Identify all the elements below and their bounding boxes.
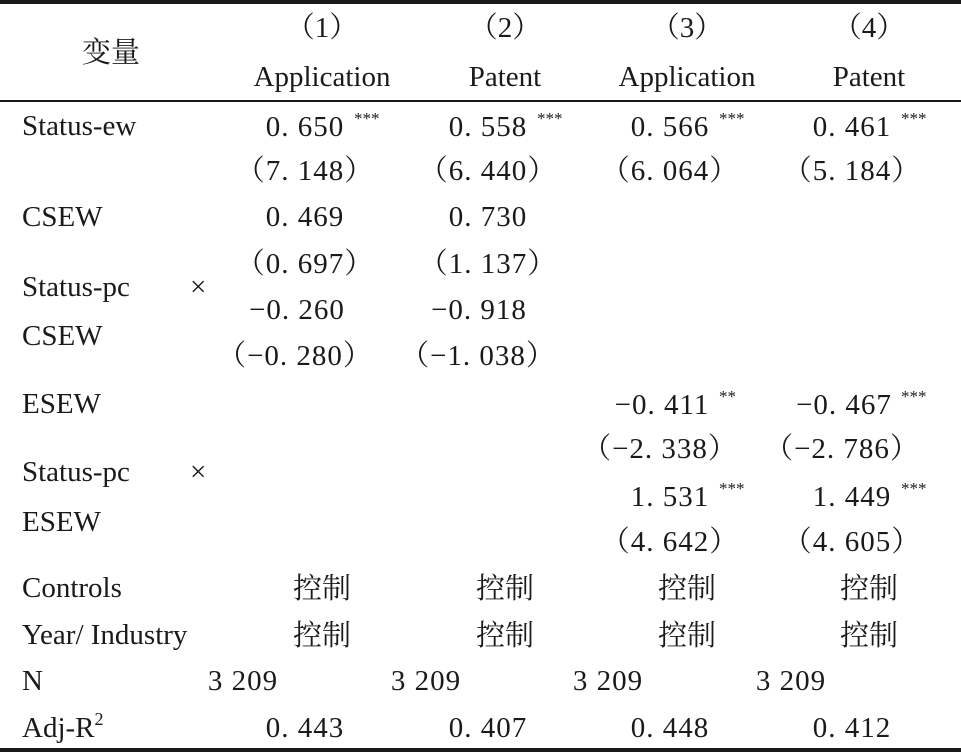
row-label-controls: Controls: [22, 572, 122, 604]
coef-esew-3: −0. 411: [614, 389, 710, 421]
col3-number: （3）: [650, 12, 724, 44]
year-industry-value-2: 控制: [475, 618, 535, 652]
n-value-4: 3 209: [755, 665, 827, 697]
adj-r2-value-4: 0. 412: [812, 712, 892, 744]
sig-esew-4: ***: [901, 387, 927, 406]
t-status-pc-esew-4: （4. 605）: [782, 526, 922, 558]
row-label-year-industry: Year/ Industry: [22, 619, 188, 651]
controls-value-4: 控制: [839, 571, 899, 605]
row-label-status-pc-csew-line2: CSEW: [22, 320, 103, 352]
coef-status-pc-esew-3: 1. 531: [630, 481, 710, 513]
sig-status-ew-4: ***: [901, 109, 927, 128]
t-csew-1: （0. 697）: [235, 248, 375, 280]
n-value-1: 3 209: [207, 665, 279, 697]
coef-status-pc-csew-1: −0. 260: [249, 294, 345, 326]
coef-status-pc-csew-2: −0. 918: [431, 294, 527, 326]
coef-csew-1: 0. 469: [265, 201, 345, 233]
bottom-rule: [0, 748, 961, 752]
col1-name: Application: [253, 61, 391, 93]
row-label-n: N: [22, 665, 43, 697]
times-symbol-csew: ×: [190, 271, 207, 303]
times-symbol-esew: ×: [190, 456, 207, 488]
sig-status-ew-2: ***: [537, 109, 563, 128]
t-csew-2: （1. 137）: [418, 248, 558, 280]
col2-number: （2）: [468, 12, 542, 44]
t-status-ew-2: （6. 440）: [418, 155, 558, 187]
row-label-status-pc-csew-line1: Status-pc: [22, 271, 130, 303]
col4-name: Patent: [832, 61, 906, 93]
controls-value-3: 控制: [657, 571, 717, 605]
variable-header: 变量: [82, 35, 141, 69]
coef-status-ew-1: 0. 650: [265, 111, 345, 143]
coef-status-pc-esew-4: 1. 449: [812, 481, 892, 513]
col2-name: Patent: [468, 61, 542, 93]
sig-status-pc-esew-4: ***: [901, 479, 927, 498]
adj-r2-value-1: 0. 443: [265, 712, 345, 744]
top-rule: [0, 0, 961, 4]
t-esew-4: （−2. 786）: [764, 433, 920, 465]
coef-csew-2: 0. 730: [448, 201, 528, 233]
n-value-2: 3 209: [390, 665, 462, 697]
header-rule: [0, 100, 961, 102]
sig-status-ew-3: ***: [719, 109, 745, 128]
n-value-3: 3 209: [572, 665, 644, 697]
adj-r-text: Adj-R: [22, 712, 95, 744]
t-esew-3: （−2. 338）: [582, 433, 738, 465]
row-label-status-ew: Status-ew: [22, 110, 137, 142]
t-status-ew-3: （6. 064）: [600, 155, 740, 187]
coef-status-ew-3: 0. 566: [630, 111, 710, 143]
coef-status-ew-4: 0. 461: [812, 111, 892, 143]
col1-number: （1）: [285, 12, 359, 44]
row-label-csew: CSEW: [22, 201, 103, 233]
year-industry-value-3: 控制: [657, 618, 717, 652]
coef-status-ew-2: 0. 558: [448, 111, 528, 143]
sig-status-pc-esew-3: ***: [719, 479, 745, 498]
t-status-pc-esew-3: （4. 642）: [600, 526, 740, 558]
row-label-status-pc-esew-line2: ESEW: [22, 506, 101, 538]
controls-value-1: 控制: [292, 571, 352, 605]
t-status-pc-csew-1: （−0. 280）: [217, 340, 373, 372]
adj-r2-value-3: 0. 448: [630, 712, 710, 744]
t-status-pc-csew-2: （−1. 038）: [400, 340, 556, 372]
col4-number: （4）: [832, 12, 906, 44]
row-label-esew: ESEW: [22, 388, 101, 420]
adj-r2-value-2: 0. 407: [448, 712, 528, 744]
year-industry-value-1: 控制: [292, 618, 352, 652]
t-status-ew-4: （5. 184）: [782, 155, 922, 187]
year-industry-value-4: 控制: [839, 618, 899, 652]
coef-esew-4: −0. 467: [796, 389, 892, 421]
row-label-adj-r2: [22, 709, 104, 744]
t-status-ew-1: （7. 148）: [235, 155, 375, 187]
sig-esew-3: **: [719, 387, 736, 406]
sig-status-ew-1: ***: [354, 109, 380, 128]
adj-r-superscript: 2: [94, 709, 104, 729]
row-label-status-pc-esew-line1: Status-pc: [22, 456, 130, 488]
col3-name: Application: [618, 61, 756, 93]
controls-value-2: 控制: [475, 571, 535, 605]
